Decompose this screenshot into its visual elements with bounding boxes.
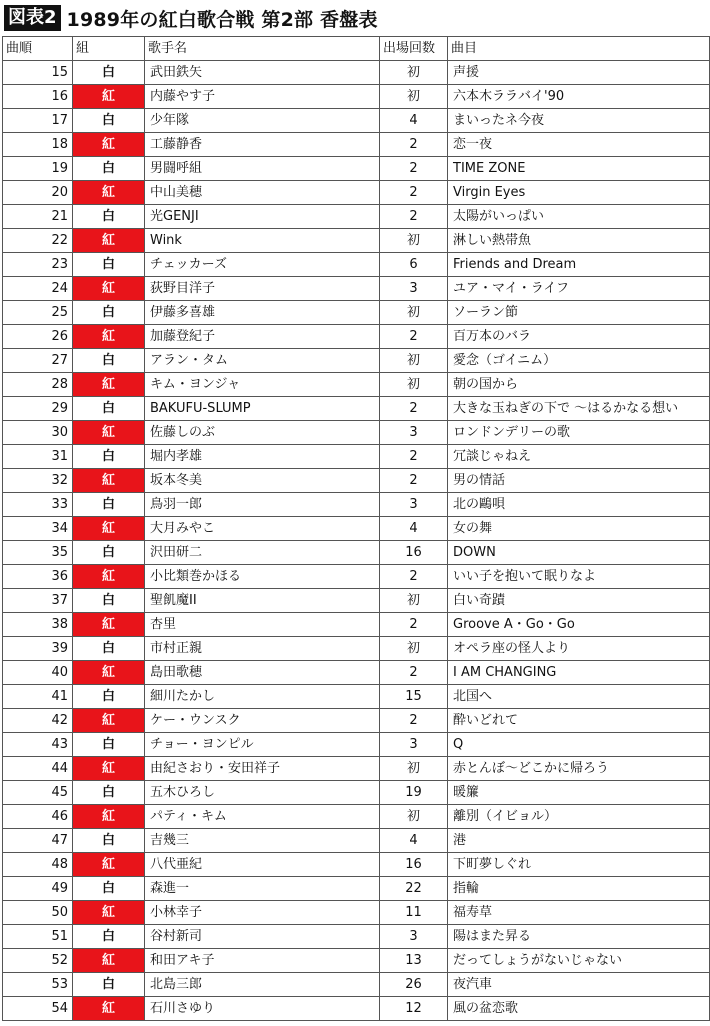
song-cell: DOWN <box>448 541 710 565</box>
appearances-cell: 16 <box>380 853 448 877</box>
song-cell: 福寿草 <box>448 901 710 925</box>
table-row <box>3 949 710 973</box>
appearances-cell: 初 <box>380 805 448 829</box>
team-cell: 白 <box>73 253 145 277</box>
table-row <box>3 709 710 733</box>
lineup-table <box>2 36 710 1021</box>
appearances-cell: 2 <box>380 469 448 493</box>
order-cell: 29 <box>3 397 73 421</box>
order-cell: 25 <box>3 301 73 325</box>
team-cell: 紅 <box>73 229 145 253</box>
artist-cell: 島田歌穂 <box>145 661 380 685</box>
artist-cell: 大月みやこ <box>145 517 380 541</box>
order-cell: 15 <box>3 61 73 85</box>
order-cell: 32 <box>3 469 73 493</box>
order-cell: 34 <box>3 517 73 541</box>
team-cell: 紅 <box>73 373 145 397</box>
artist-cell: 小林幸子 <box>145 901 380 925</box>
artist-cell: 中山美穂 <box>145 181 380 205</box>
order-cell: 38 <box>3 613 73 637</box>
appearances-cell: 2 <box>380 613 448 637</box>
song-cell: Groove A・Go・Go <box>448 613 710 637</box>
table-row <box>3 205 710 229</box>
team-cell: 紅 <box>73 421 145 445</box>
song-cell: 太陽がいっぱい <box>448 205 710 229</box>
song-cell: 大きな玉ねぎの下で 〜はるかなる想い <box>448 397 710 421</box>
appearances-cell: 3 <box>380 421 448 445</box>
appearances-cell: 3 <box>380 493 448 517</box>
team-cell: 紅 <box>73 565 145 589</box>
order-cell: 16 <box>3 85 73 109</box>
team-cell: 紅 <box>73 661 145 685</box>
table-row <box>3 733 710 757</box>
artist-cell: Wink <box>145 229 380 253</box>
song-cell: 冗談じゃねえ <box>448 445 710 469</box>
appearances-cell: 3 <box>380 925 448 949</box>
team-cell: 白 <box>73 925 145 949</box>
appearances-cell: 2 <box>380 325 448 349</box>
page-title: 1989年の紅白歌合戦 第2部 香盤表 <box>66 8 378 31</box>
team-cell: 白 <box>73 685 145 709</box>
song-cell: ユア・マイ・ライフ <box>448 277 710 301</box>
column-header-appearances: 出場回数 <box>380 37 448 61</box>
artist-cell: 武田鉄矢 <box>145 61 380 85</box>
song-cell: Friends and Dream <box>448 253 710 277</box>
table-row <box>3 349 710 373</box>
team-cell: 白 <box>73 157 145 181</box>
team-cell: 紅 <box>73 709 145 733</box>
team-cell: 白 <box>73 829 145 853</box>
team-cell: 紅 <box>73 949 145 973</box>
table-row <box>3 445 710 469</box>
order-cell: 52 <box>3 949 73 973</box>
order-cell: 28 <box>3 373 73 397</box>
order-cell: 53 <box>3 973 73 997</box>
appearances-cell: 初 <box>380 757 448 781</box>
team-cell: 紅 <box>73 517 145 541</box>
artist-cell: 沢田研二 <box>145 541 380 565</box>
table-row <box>3 421 710 445</box>
artist-cell: 由紀さおり・安田祥子 <box>145 757 380 781</box>
song-cell: I AM CHANGING <box>448 661 710 685</box>
appearances-cell: 初 <box>380 349 448 373</box>
song-cell: オペラ座の怪人より <box>448 637 710 661</box>
appearances-cell: 11 <box>380 901 448 925</box>
table-header-row <box>3 37 710 61</box>
team-cell: 白 <box>73 205 145 229</box>
artist-cell: チョー・ヨンピル <box>145 733 380 757</box>
song-cell: いい子を抱いて眠りなよ <box>448 565 710 589</box>
team-cell: 白 <box>73 109 145 133</box>
appearances-cell: 2 <box>380 181 448 205</box>
appearances-cell: 4 <box>380 517 448 541</box>
song-cell: 六本木ララバイ'90 <box>448 85 710 109</box>
table-row <box>3 517 710 541</box>
order-cell: 40 <box>3 661 73 685</box>
appearances-cell: 2 <box>380 445 448 469</box>
appearances-cell: 2 <box>380 661 448 685</box>
team-cell: 白 <box>73 61 145 85</box>
song-cell: 百万本のバラ <box>448 325 710 349</box>
table-row <box>3 277 710 301</box>
song-cell: 北の鷗唄 <box>448 493 710 517</box>
appearances-cell: 2 <box>380 709 448 733</box>
order-cell: 26 <box>3 325 73 349</box>
team-cell: 白 <box>73 541 145 565</box>
team-cell: 紅 <box>73 85 145 109</box>
artist-cell: 佐藤しのぶ <box>145 421 380 445</box>
song-cell: 風の盆恋歌 <box>448 997 710 1021</box>
artist-cell: 男闘呼組 <box>145 157 380 181</box>
table-row <box>3 613 710 637</box>
appearances-cell: 2 <box>380 157 448 181</box>
order-cell: 39 <box>3 637 73 661</box>
order-cell: 22 <box>3 229 73 253</box>
table-row <box>3 997 710 1021</box>
appearances-cell: 初 <box>380 301 448 325</box>
song-cell: まいったネ今夜 <box>448 109 710 133</box>
order-cell: 48 <box>3 853 73 877</box>
team-cell: 白 <box>73 445 145 469</box>
song-cell: 恋一夜 <box>448 133 710 157</box>
artist-cell: 加藤登紀子 <box>145 325 380 349</box>
appearances-cell: 4 <box>380 829 448 853</box>
order-cell: 24 <box>3 277 73 301</box>
table-row <box>3 541 710 565</box>
title-bar <box>0 0 710 36</box>
table-row <box>3 109 710 133</box>
appearances-cell: 15 <box>380 685 448 709</box>
table-row <box>3 493 710 517</box>
song-cell: 暖簾 <box>448 781 710 805</box>
order-cell: 31 <box>3 445 73 469</box>
table-row <box>3 469 710 493</box>
song-cell: 女の舞 <box>448 517 710 541</box>
song-cell: 離別（イビョル） <box>448 805 710 829</box>
appearances-cell: 初 <box>380 61 448 85</box>
table-row <box>3 637 710 661</box>
figure-label: 図表2 <box>4 5 61 31</box>
artist-cell: 杏里 <box>145 613 380 637</box>
team-cell: 紅 <box>73 469 145 493</box>
song-cell: 酔いどれて <box>448 709 710 733</box>
appearances-cell: 4 <box>380 109 448 133</box>
order-cell: 45 <box>3 781 73 805</box>
team-cell: 紅 <box>73 997 145 1021</box>
artist-cell: 吉幾三 <box>145 829 380 853</box>
order-cell: 44 <box>3 757 73 781</box>
table-row <box>3 901 710 925</box>
song-cell: 男の情話 <box>448 469 710 493</box>
artist-cell: 谷村新司 <box>145 925 380 949</box>
song-cell: 赤とんぼ〜どこかに帰ろう <box>448 757 710 781</box>
team-cell: 白 <box>73 781 145 805</box>
order-cell: 46 <box>3 805 73 829</box>
table-row <box>3 853 710 877</box>
artist-cell: 坂本冬美 <box>145 469 380 493</box>
table-row <box>3 589 710 613</box>
table-row <box>3 565 710 589</box>
order-cell: 30 <box>3 421 73 445</box>
artist-cell: 光GENJI <box>145 205 380 229</box>
song-cell: 朝の国から <box>448 373 710 397</box>
song-cell: 声援 <box>448 61 710 85</box>
order-cell: 50 <box>3 901 73 925</box>
order-cell: 42 <box>3 709 73 733</box>
appearances-cell: 初 <box>380 373 448 397</box>
team-cell: 紅 <box>73 901 145 925</box>
team-cell: 紅 <box>73 805 145 829</box>
order-cell: 36 <box>3 565 73 589</box>
table-row <box>3 253 710 277</box>
team-cell: 紅 <box>73 325 145 349</box>
artist-cell: 北島三郎 <box>145 973 380 997</box>
artist-cell: 小比類巻かほる <box>145 565 380 589</box>
artist-cell: アラン・タム <box>145 349 380 373</box>
song-cell: TIME ZONE <box>448 157 710 181</box>
artist-cell: 伊藤多喜雄 <box>145 301 380 325</box>
table-row <box>3 85 710 109</box>
song-cell: 愛念（ゴイニム） <box>448 349 710 373</box>
team-cell: 白 <box>73 589 145 613</box>
table-row <box>3 157 710 181</box>
team-cell: 白 <box>73 637 145 661</box>
appearances-cell: 19 <box>380 781 448 805</box>
team-cell: 紅 <box>73 853 145 877</box>
artist-cell: 少年隊 <box>145 109 380 133</box>
table-row <box>3 301 710 325</box>
artist-cell: 内藤やす子 <box>145 85 380 109</box>
appearances-cell: 2 <box>380 133 448 157</box>
team-cell: 白 <box>73 397 145 421</box>
appearances-cell: 2 <box>380 565 448 589</box>
appearances-cell: 初 <box>380 589 448 613</box>
column-header-artist: 歌手名 <box>145 37 380 61</box>
artist-cell: ケー・ウンスク <box>145 709 380 733</box>
artist-cell: 細川たかし <box>145 685 380 709</box>
team-cell: 紅 <box>73 181 145 205</box>
song-cell: 夜汽車 <box>448 973 710 997</box>
team-cell: 白 <box>73 877 145 901</box>
table-row <box>3 397 710 421</box>
appearances-cell: 3 <box>380 277 448 301</box>
table-row <box>3 805 710 829</box>
appearances-cell: 16 <box>380 541 448 565</box>
table-row <box>3 133 710 157</box>
team-cell: 紅 <box>73 133 145 157</box>
artist-cell: 石川さゆり <box>145 997 380 1021</box>
table-row <box>3 973 710 997</box>
appearances-cell: 2 <box>380 397 448 421</box>
table-row <box>3 829 710 853</box>
appearances-cell: 3 <box>380 733 448 757</box>
song-cell: Virgin Eyes <box>448 181 710 205</box>
song-cell: 北国へ <box>448 685 710 709</box>
appearances-cell: 初 <box>380 229 448 253</box>
table-row <box>3 61 710 85</box>
team-cell: 白 <box>73 301 145 325</box>
song-cell: ロンドンデリーの歌 <box>448 421 710 445</box>
team-cell: 白 <box>73 733 145 757</box>
order-cell: 27 <box>3 349 73 373</box>
table-row <box>3 925 710 949</box>
team-cell: 白 <box>73 349 145 373</box>
table-body <box>3 61 710 1021</box>
artist-cell: キム・ヨンジャ <box>145 373 380 397</box>
artist-cell: 鳥羽一郎 <box>145 493 380 517</box>
appearances-cell: 13 <box>380 949 448 973</box>
artist-cell: 聖飢魔II <box>145 589 380 613</box>
appearances-cell: 22 <box>380 877 448 901</box>
song-cell: 下町夢しぐれ <box>448 853 710 877</box>
artist-cell: 堀内孝雄 <box>145 445 380 469</box>
artist-cell: 工藤静香 <box>145 133 380 157</box>
order-cell: 33 <box>3 493 73 517</box>
song-cell: だってしょうがないじゃない <box>448 949 710 973</box>
order-cell: 49 <box>3 877 73 901</box>
song-cell: Q <box>448 733 710 757</box>
order-cell: 21 <box>3 205 73 229</box>
order-cell: 47 <box>3 829 73 853</box>
table-row <box>3 685 710 709</box>
order-cell: 20 <box>3 181 73 205</box>
artist-cell: パティ・キム <box>145 805 380 829</box>
song-cell: 淋しい熱帯魚 <box>448 229 710 253</box>
order-cell: 41 <box>3 685 73 709</box>
table-row <box>3 781 710 805</box>
order-cell: 54 <box>3 997 73 1021</box>
column-header-song: 曲目 <box>448 37 710 61</box>
column-header-team: 組 <box>73 37 145 61</box>
table-row <box>3 877 710 901</box>
artist-cell: 市村正親 <box>145 637 380 661</box>
team-cell: 紅 <box>73 757 145 781</box>
song-cell: 陽はまた昇る <box>448 925 710 949</box>
song-cell: ソーラン節 <box>448 301 710 325</box>
song-cell: 指輪 <box>448 877 710 901</box>
team-cell: 紅 <box>73 613 145 637</box>
order-cell: 17 <box>3 109 73 133</box>
order-cell: 51 <box>3 925 73 949</box>
appearances-cell: 6 <box>380 253 448 277</box>
appearances-cell: 初 <box>380 637 448 661</box>
table-row <box>3 325 710 349</box>
song-cell: 港 <box>448 829 710 853</box>
table-row <box>3 229 710 253</box>
appearances-cell: 2 <box>380 205 448 229</box>
table-row <box>3 757 710 781</box>
table-row <box>3 373 710 397</box>
order-cell: 19 <box>3 157 73 181</box>
artist-cell: チェッカーズ <box>145 253 380 277</box>
appearances-cell: 26 <box>380 973 448 997</box>
artist-cell: 和田アキ子 <box>145 949 380 973</box>
order-cell: 37 <box>3 589 73 613</box>
order-cell: 43 <box>3 733 73 757</box>
artist-cell: BAKUFU-SLUMP <box>145 397 380 421</box>
table-row <box>3 661 710 685</box>
artist-cell: 荻野目洋子 <box>145 277 380 301</box>
order-cell: 35 <box>3 541 73 565</box>
team-cell: 白 <box>73 973 145 997</box>
order-cell: 18 <box>3 133 73 157</box>
table-row <box>3 181 710 205</box>
team-cell: 紅 <box>73 277 145 301</box>
song-cell: 白い奇蹟 <box>448 589 710 613</box>
artist-cell: 森進一 <box>145 877 380 901</box>
order-cell: 23 <box>3 253 73 277</box>
column-header-order: 曲順 <box>3 37 73 61</box>
appearances-cell: 初 <box>380 85 448 109</box>
artist-cell: 五木ひろし <box>145 781 380 805</box>
artist-cell: 八代亜紀 <box>145 853 380 877</box>
appearances-cell: 12 <box>380 997 448 1021</box>
team-cell: 白 <box>73 493 145 517</box>
